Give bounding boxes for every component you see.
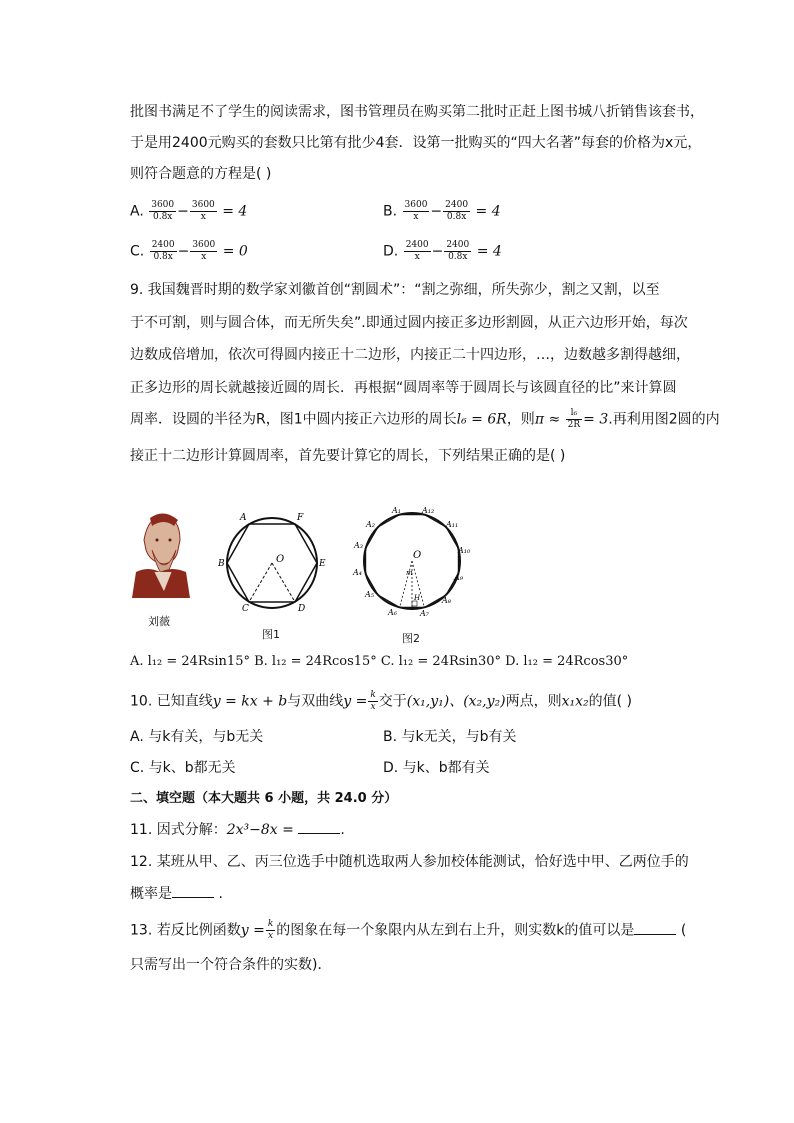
q9-line6: 接正十二边形计算圆周率，首先要计算它的周长，下列结果正确的是( ) [130, 448, 566, 464]
q8-option-d[interactable]: D. $\frac{2400}{x}$ − $\frac{2400}{0.8x}$ = 4 [383, 240, 502, 262]
fig2-label-o: O [413, 550, 422, 561]
q9-line1: 9. 我国魏晋时期的数学家刘徽首创“割圆术”：“割之弥细，所失弥少，割之又割，以至 [130, 282, 660, 298]
fraction: $\frac{3600}{x}$ [191, 200, 215, 222]
q9-line4: 正多边形的周长就越接近圆的周长．再根据“圆周率等于圆周长与该圆直径的比”来计算圆 [130, 380, 677, 396]
option-label: C. [130, 243, 145, 260]
q8-line2: 于是用2400元购买的套数只比第有批少4套．设第一批购买的“四大名著”每套的价格为x元， [130, 135, 702, 151]
option-label: B. [383, 203, 398, 220]
fig1-label-b: B [218, 559, 225, 569]
fig2-label-a3: A₃ [354, 541, 363, 550]
q9-line5: 周率．设圆的半径为R，图1中圆内接正六边形的周长l₆ = 6R，则π ≈ $\frac{\text{l₆}}{2R}$ = 3.再利用图2圆的内 [130, 408, 720, 430]
portrait-caption: 刘薇 [148, 615, 170, 628]
q9-line2: 于不可割，则与圆合体，而无所失矣”.即通过圆内接正多边形割圆，从正六边形开始，每次 [130, 315, 688, 331]
answer-blank[interactable] [298, 821, 340, 834]
q10-stem: 10. 已知直线y = kx + b与双曲线y = $\frac{k}{x}$ 交于(x₁,y₁)、(x₂,y₂)两点，则x₁x₂的值( ) [130, 690, 632, 712]
figure-2-caption: 图2 [402, 632, 420, 645]
figure-1-hexagon [212, 508, 332, 614]
q12-line1: 12. 某班从甲、乙、丙三位选手中随机选取两人参加校体能测试，恰好选中甲、乙两位手的 [130, 854, 689, 870]
fraction: $\frac{2400}{0.8x}$ [151, 240, 175, 262]
fraction: $\frac{k}{x}$ [267, 919, 274, 941]
fig2-label-a10: A₁₀ [458, 546, 471, 555]
fig2-label-a9: A₉ [454, 573, 463, 582]
q13-line1: 13. 若反比例函数y = $\frac{k}{x}$ 的图象在每一个象限内从左到右上升，则实数k的值可以是 ( [130, 919, 687, 941]
fig2-label-a4: A₄ [353, 568, 362, 577]
fig2-label-a6: A₆ [388, 608, 397, 617]
fig1-label-c: C [242, 604, 249, 614]
q8-line3: 则符合题意的方程是( ) [130, 166, 272, 182]
fig1-label-e: E [319, 559, 326, 569]
fig2-label-a11: A₁₁ [446, 520, 459, 529]
fraction: $\frac{3600}{0.8x}$ [151, 200, 175, 222]
fraction: $\frac{3600}{x}$ [192, 240, 216, 262]
q8-option-b[interactable]: B. $\frac{3600}{x}$ − $\frac{2400}{0.8x}$ = 4 [383, 200, 501, 222]
section-heading: 二、填空题（本大题共 6 小题，共 24.0 分） [130, 791, 398, 806]
fig1-label-d: D [298, 604, 306, 614]
fraction: $\frac{k}{x}$ [370, 690, 376, 712]
figure-2-dodecagon [350, 503, 474, 623]
fig1-label-f: F [297, 513, 304, 523]
q10-option-c[interactable]: C. 与k、b都无关 [130, 760, 236, 776]
q11: 11. 因式分解：2x³−8x = . [130, 822, 345, 838]
q8-option-c[interactable]: C. $\frac{2400}{0.8x}$ − $\frac{3600}{x}$ = 0 [130, 240, 248, 262]
fraction: $\frac{3600}{x}$ [404, 200, 428, 222]
q10-option-d[interactable]: D. 与k、b都有关 [383, 760, 490, 776]
q9-line3: 边数成倍增加，依次可得圆内接正十二边形，内接正二十四边形，…，边数越多割得越细， [130, 347, 690, 363]
answer-blank[interactable] [634, 922, 676, 935]
option-label: D. [383, 243, 399, 260]
fig1-label-o: O [276, 554, 285, 565]
fraction: $\frac{2400}{0.8x}$ [445, 200, 469, 222]
q13-line2: 只需写出一个符合条件的实数)． [130, 957, 332, 973]
fig2-label-a8: A₈ [442, 596, 451, 605]
fig1-label-a: A [240, 513, 247, 523]
fig2-label-a1: A₁ [392, 506, 401, 515]
option-label: A. [130, 203, 144, 220]
fraction: $\frac{2400}{x}$ [405, 240, 429, 262]
q8-option-a[interactable]: A. $\frac{3600}{0.8x}$ − $\frac{3600}{x}$ = 4 [130, 200, 248, 222]
figure-1-caption: 图1 [262, 628, 280, 641]
q8-line1: 批图书满足不了学生的阅读需求，图书管理员在购买第二批时正赶上图书城八折销售该套书， [130, 104, 704, 120]
q10-option-a[interactable]: A. 与k有关，与b无关 [130, 729, 264, 745]
fig2-label-a7: A₇ [420, 609, 429, 618]
fig2-label-a12: A₁₂ [422, 506, 435, 515]
q10-option-b[interactable]: B. 与k无关，与b有关 [383, 729, 517, 745]
fig2-label-a2: A₂ [366, 520, 375, 529]
liu-hui-portrait [130, 510, 192, 598]
q12-line2: 概率是 . [130, 886, 223, 902]
fig2-label-h: H [414, 594, 421, 602]
q9-options[interactable]: A. l₁₂ = 24Rsin15° B. l₁₂ = 24Rcos15° C. l₁₂ = 24Rsin30° D. l₁₂ = 24Rcos30° [130, 654, 629, 669]
fig2-label-m: m [406, 569, 413, 577]
fig2-label-a5: A₅ [365, 590, 374, 599]
answer-blank[interactable] [172, 885, 214, 898]
fraction: $\frac{\text{l₆}}{2R}$ [567, 408, 581, 430]
fraction: $\frac{2400}{0.8x}$ [446, 240, 470, 262]
